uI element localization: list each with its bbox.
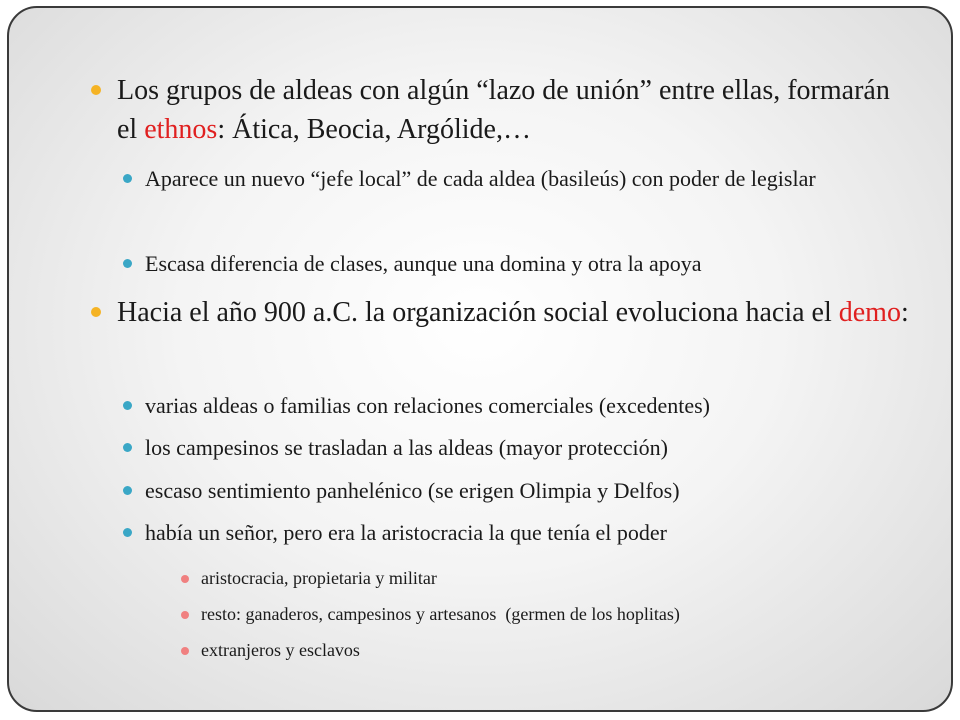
- bullet-dot-icon: [181, 575, 189, 583]
- bullet-text: aristocracia, propietaria y militar: [201, 568, 437, 588]
- bullet-text-pre: Hacia el año 900 a.C. la organización social evoluciona hacia el: [117, 297, 839, 328]
- slide-content: [9, 8, 951, 710]
- bullet-text: Aparece un nuevo “jefe local” de cada aldea (basileús) con poder de legislar: [145, 166, 816, 191]
- slide: [7, 6, 953, 712]
- bullet-text: los campesinos se trasladan a las aldeas (mayor protección): [145, 435, 668, 460]
- bullet-dot-icon: [91, 85, 101, 95]
- sub-sub-bullet-resto: [201, 601, 921, 627]
- sub-bullet-jefe-local: [145, 162, 925, 195]
- bullet-text: varias aldeas o familias con relaciones comerciales (excedentes): [145, 393, 710, 418]
- bullet-text-pre: Los grupos de aldeas con algún “lazo de unión” entre ellas, formarán el: [117, 75, 890, 145]
- bullet-text: resto: ganaderos, campesinos y artesanos (germen de los hoplitas): [201, 604, 680, 624]
- bullet-dot-icon: [123, 174, 132, 183]
- sub-bullet-panhelenico: [145, 474, 925, 507]
- sub-bullet-campesinos: [145, 431, 925, 464]
- sub-sub-bullet-propietaria: [201, 565, 921, 591]
- bullet-dot-icon: [181, 647, 189, 655]
- bullet-text: había un señor, pero era la aristocracia la que tenía el poder: [145, 520, 667, 545]
- bullet-dot-icon: [123, 528, 132, 537]
- sub-bullet-aristocracia: [145, 516, 925, 549]
- sub-bullet-aldeas-familias: [145, 389, 925, 422]
- term-demo: demo: [838, 297, 901, 328]
- bullet-dot-icon: [123, 259, 132, 268]
- bullet-text: escaso sentimiento panhelénico (se erigen Olimpia y Delfos): [145, 478, 680, 503]
- bullet-dot-icon: [123, 443, 132, 452]
- bullet-ethnos: [117, 71, 917, 149]
- bullet-dot-icon: [123, 486, 132, 495]
- bullet-demo: [117, 293, 917, 332]
- term-ethnos: ethnos: [144, 114, 218, 145]
- bullet-text: extranjeros y esclavos: [201, 640, 360, 660]
- bullet-dot-icon: [123, 401, 132, 410]
- bullet-dot-icon: [181, 611, 189, 619]
- bullet-text-post: :: [900, 297, 909, 328]
- bullet-dot-icon: [91, 307, 101, 317]
- sub-bullet-diferencia-clases: [145, 247, 925, 280]
- bullet-text: Escasa diferencia de clases, aunque una domina y otra la apoya: [145, 251, 702, 276]
- sub-sub-bullet-extranjeros: [201, 637, 921, 663]
- bullet-text-post: : Ática, Beocia, Argólide,…: [217, 114, 531, 145]
